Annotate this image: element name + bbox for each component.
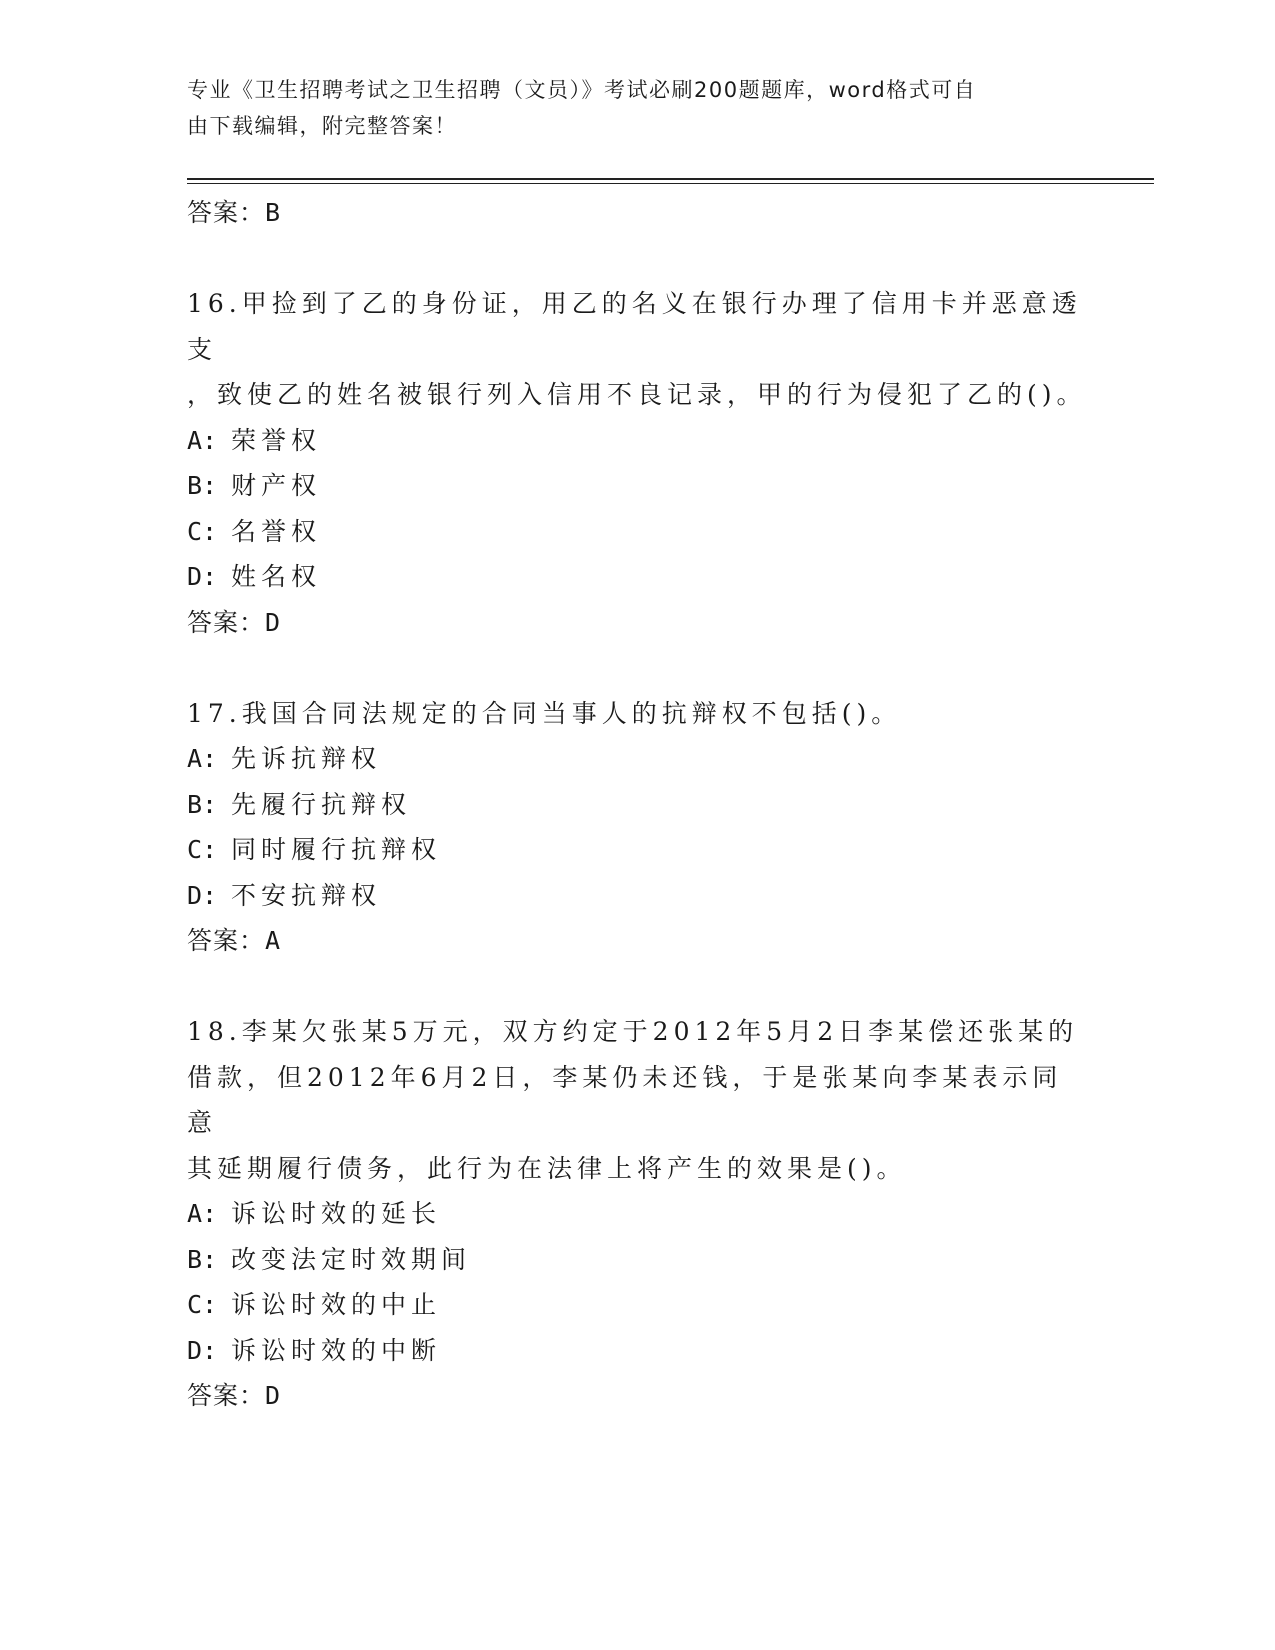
answer-value: B — [265, 198, 282, 227]
document-header — [187, 72, 1067, 144]
option-text: 改变法定时效期间 — [231, 1244, 472, 1274]
question-line: 18.李某欠张某5万元，双方约定于2012年5月2日李某偿还张某的 — [187, 1017, 1079, 1046]
option-key: C: — [187, 516, 218, 546]
option-d — [187, 873, 1087, 919]
option-d — [187, 554, 1087, 600]
option-b — [187, 1237, 1087, 1283]
option-text: 名誉权 — [231, 516, 322, 546]
answer-line — [187, 918, 1087, 963]
answer-value: D — [265, 1381, 282, 1410]
option-key: B: — [187, 789, 218, 819]
option-text: 同时履行抗辩权 — [231, 835, 442, 864]
option-key: A: — [187, 744, 218, 773]
option-text: 诉讼时效的中断 — [231, 1335, 442, 1365]
option-key: C: — [187, 1290, 218, 1319]
option-text: 诉讼时效的中止 — [231, 1290, 442, 1319]
question-block — [187, 281, 1087, 645]
question-text — [187, 281, 1087, 418]
answer-label: 答案： — [187, 607, 266, 637]
answer-value: A — [265, 926, 282, 955]
question-block — [187, 1009, 1087, 1418]
option-text: 不安抗辩权 — [231, 880, 382, 910]
answer-line — [187, 190, 1087, 235]
answer-value: D — [265, 607, 282, 637]
question-line: 17.我国合同法规定的合同当事人的抗辩权不包括()。 — [187, 698, 902, 728]
question-line: 16.甲捡到了乙的身份证，用乙的名义在银行办理了信用卡并恶意透支 — [187, 289, 1082, 364]
option-key: D: — [187, 562, 218, 591]
option-key: B: — [187, 1244, 218, 1274]
option-text: 荣誉权 — [231, 425, 322, 455]
answer-label: 答案： — [187, 1381, 266, 1410]
option-c — [187, 509, 1087, 555]
document-body — [187, 190, 1087, 1418]
option-c — [187, 827, 1087, 873]
option-key: A: — [187, 1199, 218, 1228]
header-line-1: 专业《卫生招聘考试之卫生招聘（文员）》考试必刷200题题库，word格式可自 — [187, 78, 977, 102]
question-text — [187, 691, 1087, 737]
option-a — [187, 418, 1087, 464]
answer-line — [187, 600, 1087, 645]
answer-label: 答案： — [187, 926, 266, 955]
option-b — [187, 782, 1087, 828]
option-text: 先诉抗辩权 — [231, 744, 382, 773]
option-text: 财产权 — [231, 471, 322, 500]
question-text — [187, 1009, 1087, 1191]
option-a — [187, 736, 1087, 782]
option-key: B: — [187, 471, 218, 500]
answer-line — [187, 1373, 1087, 1418]
option-text: 诉讼时效的延长 — [231, 1199, 442, 1228]
header-line-2: 由下载编辑，附完整答案！ — [187, 114, 457, 138]
answer-label: 答案： — [187, 198, 266, 227]
question-line: 其延期履行债务，此行为在法律上将产生的效果是()。 — [187, 1153, 907, 1183]
question-block — [187, 691, 1087, 964]
option-key: D: — [187, 1335, 218, 1365]
option-c — [187, 1282, 1087, 1328]
question-line: 借款，但2012年6月2日，李某仍未还钱，于是张某向李某表示同意 — [187, 1062, 1063, 1137]
option-a — [187, 1191, 1087, 1237]
option-key: D: — [187, 880, 218, 910]
option-key: A: — [187, 425, 218, 455]
header-divider — [187, 178, 1154, 184]
question-line: ，致使乙的姓名被银行列入信用不良记录，甲的行为侵犯了乙的()。 — [187, 380, 1087, 409]
option-d — [187, 1328, 1087, 1374]
option-b — [187, 463, 1087, 509]
option-text: 姓名权 — [231, 562, 322, 591]
option-text: 先履行抗辩权 — [231, 789, 412, 819]
option-key: C: — [187, 835, 218, 864]
